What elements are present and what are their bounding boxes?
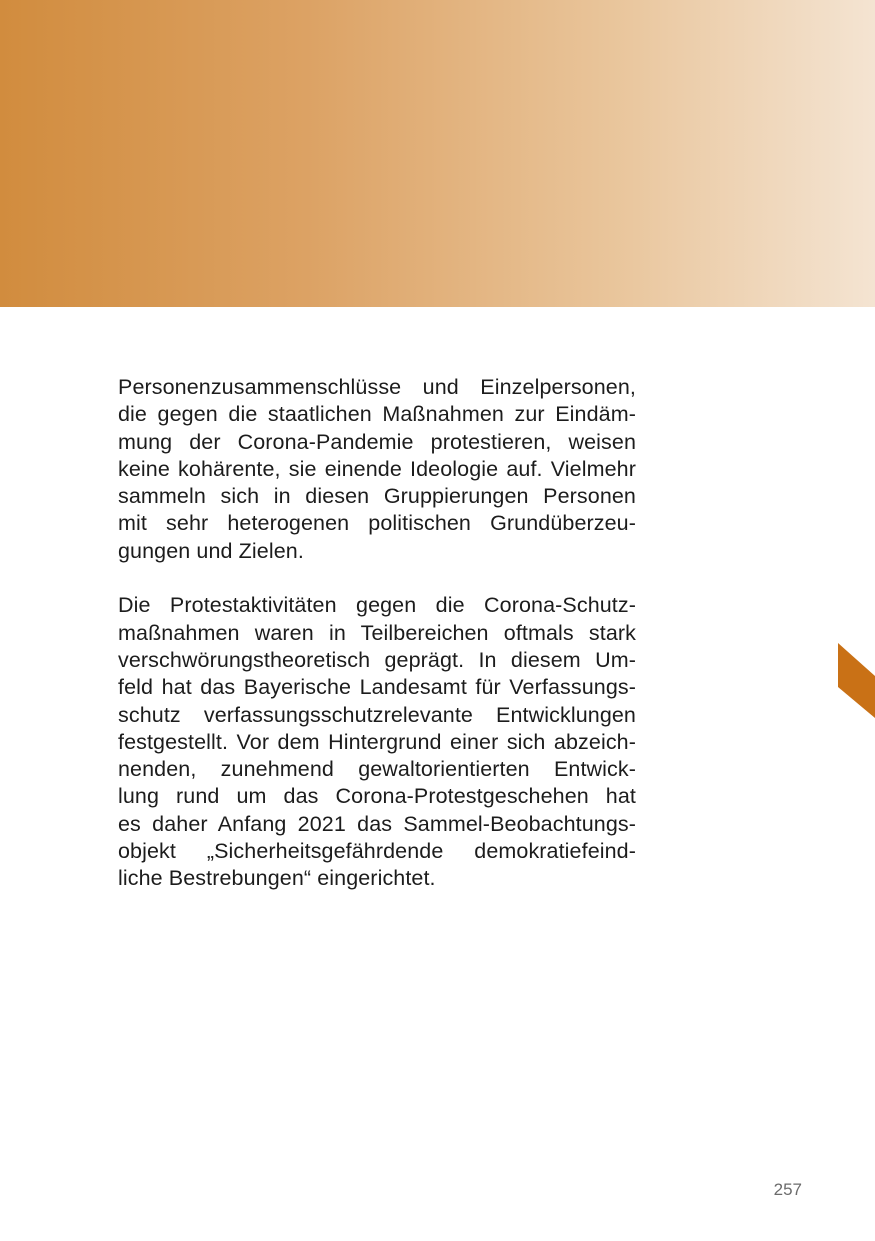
text-line: gungen und Zielen.	[118, 538, 304, 563]
paragraph	[118, 374, 636, 565]
text-line: mit sehr heterogenen politischen Grundüberzeu-	[118, 511, 636, 536]
chapter-tab-marker	[838, 643, 875, 718]
text-line: feld hat das Bayerische Landesamt für Verfassungs-	[118, 675, 636, 700]
text-line: nenden, zunehmend gewaltorientierten Entwick-	[118, 757, 636, 782]
text-line: Die Protestaktivitäten gegen die Corona-Schutz-	[118, 593, 636, 618]
header-color-band	[0, 0, 875, 307]
text-line: die gegen die staatlichen Maßnahmen zur Eindäm-	[118, 402, 636, 427]
text-line: schutz verfassungsschutzrelevante Entwicklungen	[118, 702, 636, 727]
page-number: 257	[773, 1180, 802, 1199]
paragraph	[118, 592, 636, 892]
text-line: Personenzusammenschlüsse und Einzelpersonen,	[118, 375, 636, 399]
chapter-tab-shape	[838, 643, 875, 718]
text-line: keine kohärente, sie einende Ideologie auf. Vielmehr	[118, 456, 636, 481]
text-line: maßnahmen waren in Teilbereichen oftmals stark	[118, 620, 636, 645]
text-line: mung der Corona-Pandemie protestieren, weisen	[118, 429, 636, 454]
text-line: festgestellt. Vor dem Hintergrund einer sich abzeich-	[118, 729, 636, 754]
body-text	[118, 374, 636, 920]
text-line: lung rund um das Corona-Protestgeschehen hat	[118, 784, 636, 809]
text-line: liche Bestrebungen“ eingerichtet.	[118, 866, 436, 891]
text-line: verschwörungstheoretisch geprägt. In diesem Um-	[118, 647, 636, 672]
text-line: objekt „Sicherheitsgefährdende demokratiefeind-	[118, 839, 636, 864]
text-line: sammeln sich in diesen Gruppierungen Personen	[118, 484, 636, 509]
text-line: es daher Anfang 2021 das Sammel-Beobachtungs-	[118, 811, 636, 836]
